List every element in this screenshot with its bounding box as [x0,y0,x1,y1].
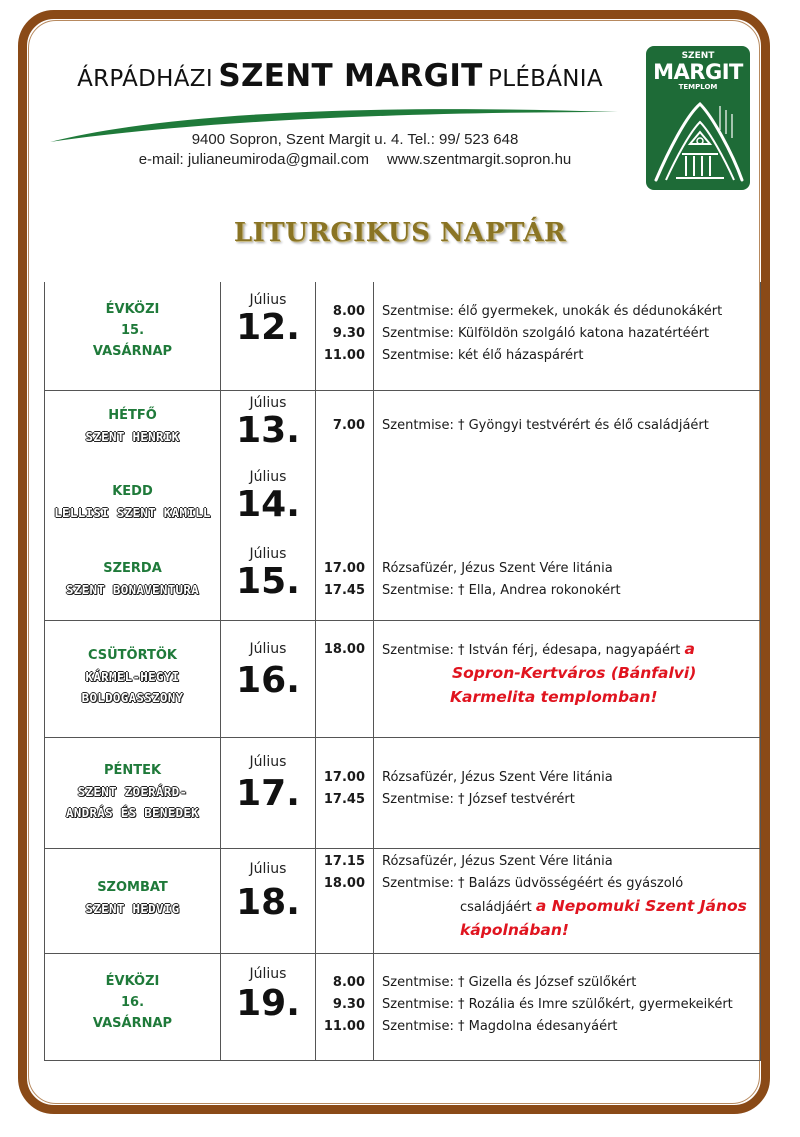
entries-cell [374,544,761,620]
website-text: www.szentmargit.sopron.hu [387,151,572,168]
day-number: 16. [236,659,300,701]
times-cell [316,953,374,1060]
entries-cell [374,737,761,848]
parish-title [50,58,630,94]
week-number: 16. [120,994,145,1010]
location-note-line: Sopron-Kertváros (Bánfalvi) [452,663,697,682]
entry: Szentmise: Külföldön szolgáló katona hazatértéért [382,326,710,341]
times-cell [316,848,374,953]
time: 17.45 [323,791,365,807]
day-number: 15. [236,561,300,602]
entry: Szentmise: † Gizella és József szülőkért [382,974,637,990]
month-label: Július [249,292,287,308]
email-text: e-mail: julianeumiroda@gmail.com [138,151,370,168]
time: 18.00 [323,875,365,891]
entries-cell [374,467,761,544]
entry: Szentmise: † József testvérért [382,791,575,807]
church-logo [646,46,750,190]
day-row-17 [45,737,761,848]
saint-name: SZENT HEDVIG [85,900,180,916]
saint-name: SZENT BONAVENTURA [65,582,200,597]
times-cell [316,390,374,467]
location-note: a Nepomuki Szent János [535,896,747,915]
times-cell [316,620,374,737]
day-label-cell [45,848,221,953]
title-suffix: PLÉBÁNIA [488,66,603,92]
date-cell [221,467,316,544]
date-cell [221,953,316,1060]
time: 8.00 [332,974,365,990]
entry: Szentmise: † Gyöngyi testvérért és élő családjáért [382,417,709,433]
saint-name: SZENT HENRIK [85,428,180,444]
day-row-14 [45,467,761,544]
sunday-label: VASÁRNAP [92,344,173,359]
day-number: 18. [236,881,300,923]
logo-line1: SZENT [681,51,715,61]
entries-cell [374,390,761,467]
day-row-19 [45,953,761,1060]
entry: Szentmise: két élő házaspárért [382,348,584,363]
month-label: Július [249,394,287,411]
times-cell [316,737,374,848]
time: 11.00 [323,1018,365,1034]
entry: Szentmise: † Rozália és Imre szülőkért, gyermekeikért [382,996,733,1012]
times-cell [316,544,374,620]
day-name: PÉNTEK [103,762,162,778]
address-line: 9400 Sopron, Szent Margit u. 4. Tel.: 99/ 523 648 [191,131,519,148]
entry: Rózsafüzér, Jézus Szent Vére litánia [382,561,613,576]
day-number: 14. [236,484,300,525]
time: 7.00 [332,417,365,433]
day-row-13 [45,390,761,467]
day-name: KEDD [112,484,153,499]
entry: Rózsafüzér, Jézus Szent Vére litánia [382,769,613,785]
date-cell [221,620,316,737]
saint-name: LELLISI SZENT KAMILL [54,505,211,520]
calendar-title: LITURGIKUS NAPTÁR [233,218,567,248]
month-label: Július [249,753,287,770]
logo-line2: MARGIT [653,60,743,84]
location-note-line: kápolnában! [460,920,569,939]
date-cell [221,544,316,620]
day-number: 17. [236,772,300,814]
day-name: ÉVKÖZI [105,973,160,989]
date-cell [221,390,316,467]
month-label: Július [249,640,287,657]
saint-name-2: ANDRÁS ÉS BENEDEK [65,804,200,820]
logo-line3: TEMPLOM [678,83,718,91]
time: 17.15 [323,853,365,869]
day-row-12 [45,282,761,390]
time: 9.30 [332,996,365,1012]
day-name: HÉTFŐ [108,407,157,423]
day-label-cell [45,544,221,620]
time: 17.00 [323,769,365,785]
entries-cell [374,848,761,953]
date-cell [221,282,316,390]
date-cell [221,737,316,848]
location-note-line: Karmelita templomban! [450,687,658,706]
week-number: 15. [120,323,145,338]
month-label: Július [249,546,287,562]
day-label-cell [45,282,221,390]
day-name: ÉVKÖZI [105,302,160,317]
saint-name: SZENT ZOERÁRD- [77,783,188,799]
day-label-cell [45,390,221,467]
entry: Szentmise: † Balázs üdvösségéért és gyászoló [382,875,684,891]
day-number: 13. [236,409,300,451]
day-label-cell [45,620,221,737]
time: 8.00 [332,304,365,319]
entry: Szentmise: † István férj, édesapa, nagyapáért [382,642,681,658]
day-number: 12. [236,307,300,348]
time: 17.00 [323,561,365,576]
date-cell [221,848,316,953]
day-row-16 [45,620,761,737]
contact-block [120,130,590,170]
entry-continued: családjáért [460,899,532,915]
day-name: SZERDA [103,561,162,576]
day-label-cell [45,953,221,1060]
entries-cell [374,620,761,737]
time: 11.00 [323,348,365,363]
saint-name: KÁRMEL-HEGYI [85,668,180,684]
day-label-cell [45,467,221,544]
title-main: SZENT MARGIT [218,58,483,94]
times-cell [316,282,374,390]
day-number: 19. [236,982,300,1024]
sunday-label: VASÁRNAP [92,1015,173,1031]
entry: Szentmise: élő gyermekek, unokák és dédunokákért [382,304,723,319]
entry: Rózsafüzér, Jézus Szent Vére litánia [382,853,613,869]
times-cell [316,467,374,544]
day-name: SZOMBAT [97,879,168,895]
time: 17.45 [323,583,365,598]
time: 18.00 [323,641,365,657]
month-label: Július [249,860,287,877]
day-label-cell [45,737,221,848]
day-name: CSÜTÖRTÖK [87,647,178,663]
saint-name-2: BOLDOGASSZONY [81,689,184,705]
month-label: Július [249,469,287,485]
entries-cell [374,953,761,1060]
day-row-18 [45,848,761,953]
church-drawing-icon [646,94,750,190]
time: 9.30 [332,326,365,341]
day-row-15 [45,544,761,620]
month-label: Július [249,965,287,982]
entries-cell [374,282,761,390]
entry: Szentmise: † Ella, Andrea rokonokért [382,583,621,598]
liturgical-calendar-table [44,282,761,1061]
title-prefix: ÁRPÁDHÁZI [77,66,213,92]
entry: Szentmise: † Magdolna édesanyáért [382,1018,618,1034]
location-note: a [684,639,695,658]
